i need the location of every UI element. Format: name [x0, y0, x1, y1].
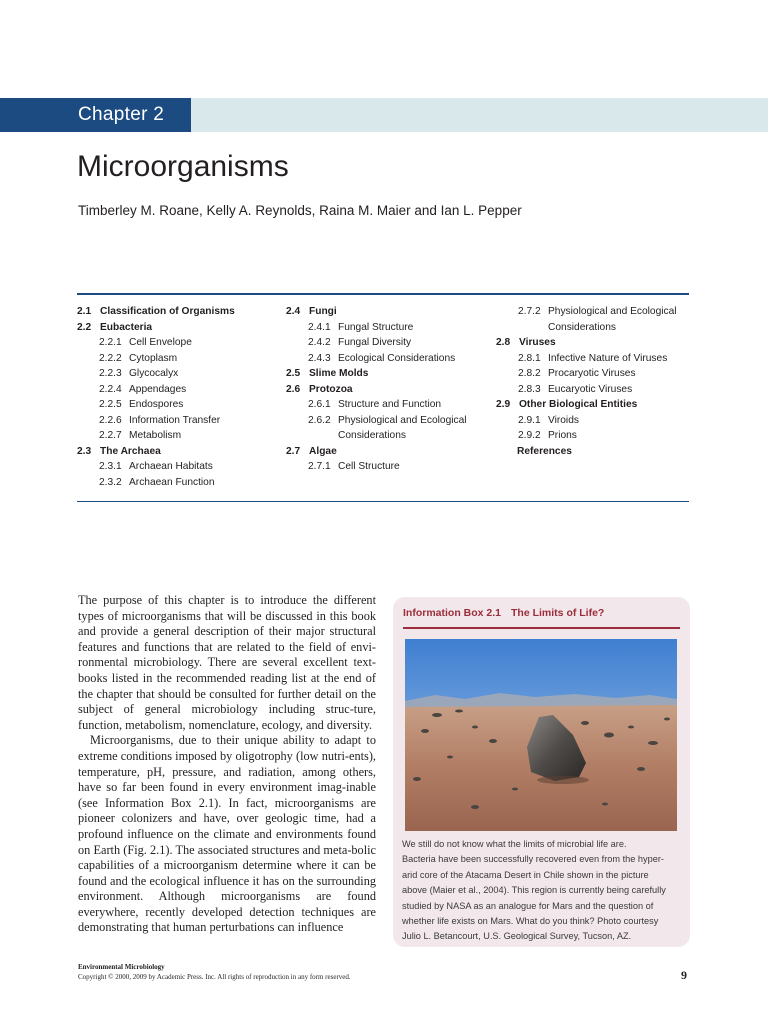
toc-entry-number: 2.7.1: [308, 461, 331, 472]
toc-column-2: [286, 304, 491, 475]
toc-entry-number: 2.5: [286, 368, 301, 379]
toc-entry-number: 2.2.6: [99, 414, 122, 426]
toc-entry-title: Structure and Function: [338, 399, 442, 410]
toc-entry-title: Protozoa: [309, 383, 353, 395]
chapter-title: Microorganisms: [77, 150, 289, 183]
toc-entry-title: Fungi: [309, 306, 337, 317]
toc-column-1: [77, 304, 282, 490]
toc-entry-number: 2.2.3: [99, 368, 122, 379]
toc-column-3: [496, 304, 696, 459]
caption-line: Julio L. Betancourt, U.S. Geological Survey, Tucson, AZ.: [402, 931, 632, 942]
toc-entry-number: 2.7: [286, 445, 301, 457]
toc-entry-number: 2.8: [496, 337, 511, 348]
toc-entry: [286, 459, 491, 475]
toc-entry: [77, 382, 282, 398]
info-box-title: [403, 607, 604, 619]
toc-entry: [496, 351, 696, 367]
toc-entry-title: Fungal Diversity: [338, 337, 412, 348]
toc-entry-number: 2.3.1: [99, 461, 122, 472]
toc-entry-number: 2.6.2: [308, 414, 331, 426]
toc-entry-title: Fungal Structure: [338, 321, 414, 333]
toc-entry-number: 2.1: [77, 306, 92, 317]
toc-entry-title: Considerations: [338, 430, 406, 441]
toc-entry: [77, 351, 282, 367]
toc-entry-number: 2.4: [286, 306, 301, 317]
toc-entry: [496, 304, 696, 320]
toc-entry: [286, 428, 491, 444]
toc-entry: [496, 320, 696, 336]
toc-entry-number: 2.4.2: [308, 337, 331, 348]
toc-entry-title: Physiological and Ecological: [338, 414, 467, 426]
toc-entry: [496, 397, 696, 413]
toc-entry: [77, 413, 282, 429]
caption-line: above (Maier et al., 2004). This region is currently being carefully: [402, 885, 666, 896]
toc-entry-number: 2.6.1: [308, 399, 331, 410]
toc-entry-number: 2.7.2: [518, 306, 541, 317]
toc-entry-title: Slime Molds: [309, 368, 369, 379]
toc-entry-number: 2.3: [77, 445, 92, 457]
body-paragraph-2: Microorganisms, due to their unique ability to adapt to extreme conditions imposed by oligotrophy (low nutri-ents), temperature, pH, pressure, and radiation, among others, have so far been found in every environment imag-inable (see Information Box 2.1). In fact, microorganisms are pioneer colonizers and have, over geologic time, had a profound influence on the climate and environments found on Earth (Fig. 2.1). The associated structures and meta-bolic capabilities of a microorganism determine where it can be found and the ecological influence it has on the surrounding environment. Although microorganisms are found everywhere, recently developed detection techniques are demonstrating that human perturbations can influence: [78, 733, 376, 935]
toc-entry-title: Viroids: [548, 414, 579, 426]
toc-entry-title: Infective Nature of Viruses: [548, 352, 668, 364]
toc-entry: [286, 382, 491, 398]
toc-entry-number: 2.9.1: [518, 414, 541, 426]
toc-entry: [77, 320, 282, 336]
toc-entry-title: Eucaryotic Viruses: [548, 383, 633, 395]
toc-entry-number: 2.2.2: [99, 352, 122, 364]
info-box-label: Information Box 2.1: [403, 607, 502, 619]
footer-copyright: Copyright © 2000, 2009 by Academic Press. Inc. All rights of reproduction in any form reserved.: [78, 973, 351, 981]
toc-entry-title: Cell Envelope: [129, 337, 192, 348]
toc-entry: [286, 335, 491, 351]
body-paragraph-1: The purpose of this chapter is to introduce the different types of microorganisms that will be discussed in this book and provide a general description of their major structural features and functions that are related to the field of envi-ronmental microbiology. There are several excellent text-books listed in the recommended reading list at the end of the chapter that should be consulted for further detail on the subject of general microbiology including struc-ture, function, metabolism, nomenclature, ecology, and diversity.: [78, 593, 376, 732]
toc-top-rule: [77, 293, 689, 295]
toc-entry-number: 2.8.1: [518, 352, 541, 364]
toc-entry-title: Archaean Habitats: [129, 461, 213, 472]
toc-entry-number: 2.2.4: [99, 383, 122, 395]
toc-entry-title: Physiological and Ecological: [548, 306, 677, 317]
information-box: [393, 597, 690, 947]
toc-entry: [286, 351, 491, 367]
caption-line: arid core of the Atacama Desert in Chile shown in the picture: [402, 869, 649, 880]
toc-entry-number: 2.2.7: [99, 430, 122, 441]
atacama-desert-photo: [405, 639, 677, 831]
toc-entry-title: Cytoplasm: [129, 352, 178, 364]
toc-entry-number: 2.8.3: [518, 383, 541, 395]
toc-entry-title: Metabolism: [129, 430, 182, 441]
footer-journal-title: Environmental Microbiology: [78, 963, 165, 971]
toc-entry: [286, 397, 491, 413]
toc-entry: [496, 366, 696, 382]
toc-entry-title: Appendages: [129, 383, 187, 395]
toc-entry-title: Cell Structure: [338, 461, 400, 472]
toc-entry-title: Procaryotic Viruses: [548, 368, 636, 379]
toc-entry: [286, 304, 491, 320]
caption-line: Bacteria have been successfully recovered even from the hyper-: [402, 854, 664, 865]
toc-entry: [77, 444, 282, 460]
toc-entry: [286, 413, 491, 429]
toc-entry: [77, 304, 282, 320]
chapter-label: Chapter 2: [78, 104, 165, 125]
toc-entry-number: 2.2: [77, 321, 92, 333]
toc-entry-title: Ecological Considerations: [338, 352, 456, 364]
caption-line: We still do not know what the limits of microbial life are.: [402, 839, 627, 849]
toc-entry-title: Considerations: [548, 321, 616, 333]
toc-entry-number: 2.2.1: [99, 337, 122, 348]
toc-entry-title: References: [517, 445, 572, 457]
toc-entry-title: Information Transfer: [129, 414, 221, 426]
toc-bottom-rule: [77, 501, 689, 502]
body-text: [78, 593, 376, 936]
toc-entry-number: 2.4.3: [308, 352, 331, 364]
toc-entry-title: Viruses: [519, 337, 556, 348]
info-box-heading: The Limits of Life?: [511, 607, 605, 619]
page-number: 9: [681, 968, 687, 982]
toc-entry-title: Eubacteria: [100, 321, 153, 333]
toc-entry: [286, 444, 491, 460]
toc-entry-title: Endospores: [129, 399, 184, 410]
toc-entry: [77, 428, 282, 444]
toc-entry: [77, 459, 282, 475]
photo-boulder-shadow: [537, 776, 589, 784]
toc-entry: [77, 335, 282, 351]
toc-entry-number: 2.8.2: [518, 368, 541, 379]
toc-entry-number: 2.3.2: [99, 476, 122, 488]
toc-entry: [286, 366, 491, 382]
toc-entry: [77, 475, 282, 491]
info-box-caption: [402, 837, 680, 945]
toc-entry: [496, 413, 696, 429]
caption-line: studied by NASA as an analogue for Mars and the question of: [402, 900, 654, 911]
toc-entry-title: Glycocalyx: [129, 368, 179, 379]
toc-entry-title: Algae: [309, 445, 337, 457]
toc-entry: [496, 382, 696, 398]
toc-entry-title: Archaean Function: [129, 476, 215, 488]
toc-entry-number: 2.9.2: [518, 430, 541, 441]
toc-entry-number: 2.4.1: [308, 321, 331, 333]
toc-entry-title: Other Biological Entities: [519, 399, 638, 410]
toc-entry-title: Classification of Organisms: [100, 306, 235, 317]
caption-line: whether life exists on Mars. What do you think? Photo courtesy: [402, 916, 659, 927]
toc-entry: [77, 397, 282, 413]
toc-entry-number: 2.9: [496, 399, 511, 410]
toc-entry-number: 2.6: [286, 383, 301, 395]
toc-entry-title: The Archaea: [100, 445, 161, 457]
toc-entry-title: Prions: [548, 430, 577, 441]
toc-entry-number: 2.2.5: [99, 399, 122, 410]
toc-entry: [77, 366, 282, 382]
toc-entry: [286, 320, 491, 336]
toc-entry: [496, 428, 696, 444]
info-box-rule: [403, 627, 680, 629]
toc-entry: [496, 444, 696, 460]
chapter-authors: Timberley M. Roane, Kelly A. Reynolds, Raina M. Maier and Ian L. Pepper: [78, 203, 522, 218]
toc-entry: [496, 335, 696, 351]
